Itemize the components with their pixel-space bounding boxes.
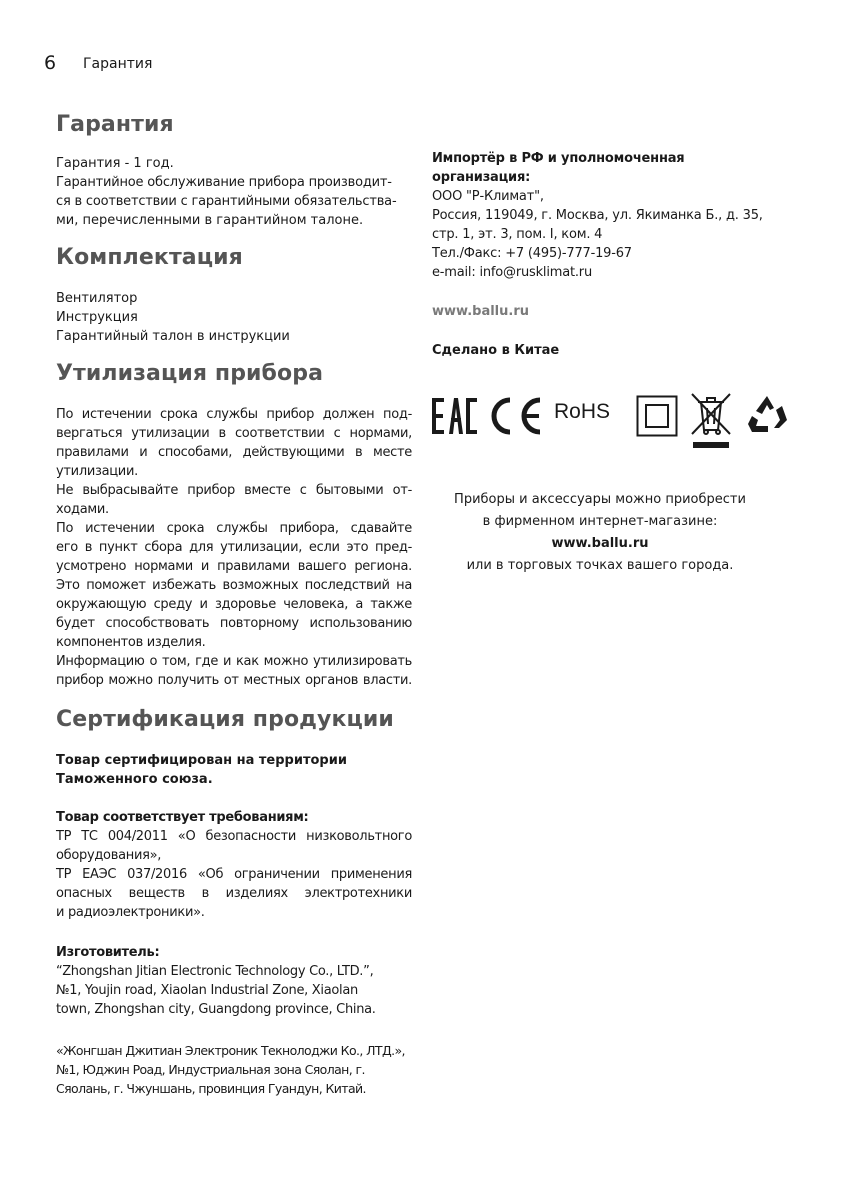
importer-line: Россия, 119049, г. Москва, ул. Якиманка Б., д. 35, — [432, 208, 763, 223]
ce-mark-icon — [486, 394, 544, 438]
double-insulation-icon — [636, 395, 678, 437]
package-item: Гарантийный талон в инструкции — [56, 329, 290, 344]
disposal-line: утилизации. — [56, 464, 138, 479]
manufacturer-block — [56, 943, 412, 1019]
disposal-line: Не выбрасывайте прибор вместе с бытовыми от- — [56, 483, 412, 498]
manufacturer-line: town, Zhongshan city, Guangdong province, China. — [56, 1002, 376, 1017]
warranty-line: ми, перечисленными в гарантийном талоне. — [56, 213, 364, 228]
disposal-line: По истечении срока службы прибор должен под- — [56, 407, 412, 422]
disposal-text — [56, 405, 412, 690]
manufacturer-line: №1, Юджин Роад, Индустриальная зона Сяолан, г. — [56, 1062, 365, 1077]
disposal-line: его в пункт сбора для утилизации, если это пред- — [56, 540, 412, 555]
recycle-icon — [746, 394, 788, 436]
disposal-line: правилами и способами, действующими в месте — [56, 445, 412, 460]
certification-title: Сертификация продукции — [56, 707, 394, 732]
requirement-line: и радиоэлектроники». — [56, 905, 205, 920]
package-item: Вентилятор — [56, 291, 138, 306]
manufacturer-line: «Жонгшан Джитиан Электроник Текнолоджи Ко., ЛТД.», — [56, 1043, 405, 1058]
disposal-line: усмотрено нормами и правилами вашего региона. — [56, 559, 412, 574]
importer-block — [432, 149, 812, 282]
warranty-title: Гарантия — [56, 112, 174, 137]
disposal-line: будет способствовать повторному использованию — [56, 616, 412, 631]
purchase-block — [432, 489, 768, 577]
crossed-bin-weee-icon — [689, 390, 733, 452]
importer-line: ООО "Р-Климат", — [432, 189, 544, 204]
importer-line: стр. 1, эт. 3, пом. I, ком. 4 — [432, 227, 603, 242]
warranty-line: Гарантия - 1 год. — [56, 156, 174, 171]
running-header: Гарантия — [83, 56, 153, 72]
eac-mark-icon — [432, 394, 478, 438]
disposal-line: Информацию о том, где и как можно утилизировать — [56, 654, 412, 669]
manufacturer-ru-block — [56, 1041, 412, 1098]
disposal-line: окружающую среду и здоровье человека, а также — [56, 597, 412, 612]
requirements-heading: Товар соответствует требованиям: — [56, 810, 309, 825]
purchase-line: или в торговых точках вашего города. — [466, 558, 734, 573]
disposal-line: ходами. — [56, 502, 109, 517]
purchase-website-link[interactable]: www.ballu.ru — [551, 536, 649, 551]
requirement-line: опасных веществ в изделиях электротехники — [56, 886, 412, 901]
page-number: 6 — [44, 52, 57, 74]
warranty-line: Гарантийное обслуживание прибора производит- — [56, 175, 392, 190]
rohs-mark: RoHS — [554, 400, 611, 423]
manufacturer-heading: Изготовитель: — [56, 945, 160, 960]
importer-email[interactable]: e-mail: info@rusklimat.ru — [432, 265, 592, 280]
manufacturer-line: Сяолань, г. Чжуншань, провинция Гуандун, Китай. — [56, 1081, 366, 1096]
purchase-line: Приборы и аксессуары можно приобрести — [454, 492, 746, 507]
importer-website-link[interactable]: www.ballu.ru — [432, 304, 529, 319]
requirement-line: оборудования», — [56, 848, 162, 863]
importer-heading: организация: — [432, 170, 531, 185]
certification-marks — [430, 388, 790, 452]
requirement-line: ТР ЕАЭС 037/2016 «Об ограничении применения — [56, 867, 412, 882]
disposal-line: вергаться утилизации в соответствии с нормами, — [56, 426, 412, 441]
manufacturer-line: “Zhongshan Jitian Electronic Technology Co., LTD.”, — [56, 964, 374, 979]
package-item: Инструкция — [56, 310, 138, 325]
warranty-line: ся в соответствии с гарантийными обязательства- — [56, 194, 397, 209]
certified-line: Товар сертифицирован на территории — [56, 753, 347, 768]
disposal-line: По истечении срока службы прибора, сдавайте — [56, 521, 412, 536]
requirement-line: ТР ТС 004/2011 «О безопасности низковольтного — [56, 829, 412, 844]
package-list — [56, 289, 412, 346]
made-in-label: Сделано в Китае — [432, 343, 560, 358]
importer-line: Тел./Факс: +7 (495)-777-19-67 — [432, 246, 632, 261]
disposal-title: Утилизация прибора — [56, 361, 324, 386]
certification-block — [56, 751, 412, 789]
warranty-text — [56, 154, 412, 230]
disposal-line: компонентов изделия. — [56, 635, 206, 650]
requirements-block — [56, 808, 412, 922]
importer-heading: Импортёр в РФ и уполномоченная — [432, 151, 685, 166]
purchase-line: в фирменном интернет-магазине: — [482, 514, 718, 529]
package-title: Комплектация — [56, 245, 243, 270]
disposal-line: Это поможет избежать возможных последствий на — [56, 578, 412, 593]
disposal-line: прибор можно получить от местных органов власти. — [56, 673, 412, 688]
certified-line: Таможенного союза. — [56, 772, 213, 787]
manufacturer-line: №1, Youjin road, Xiaolan Industrial Zone, Xiaolan — [56, 983, 358, 998]
